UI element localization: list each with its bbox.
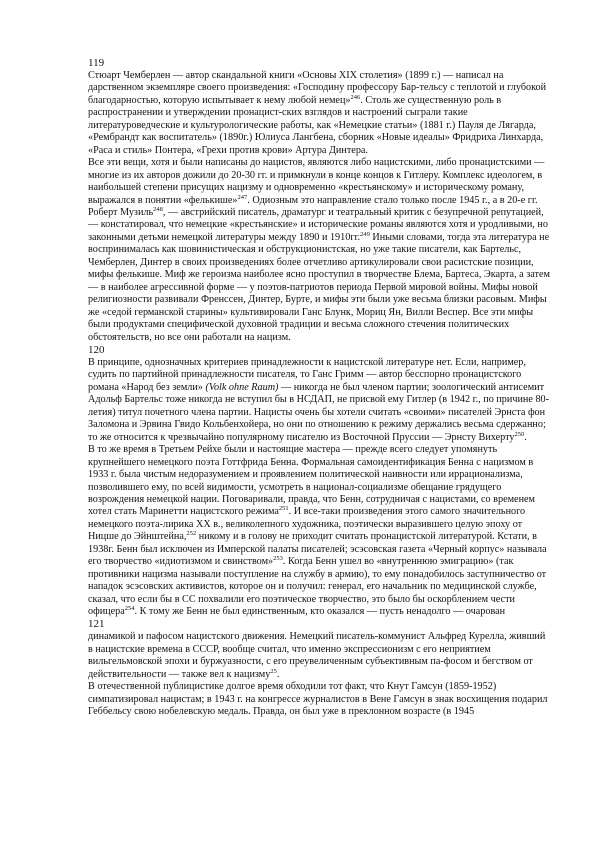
footnote-ref: 246 [350, 93, 361, 101]
text-run: — никогда не был членом партии; зоологический антисемит Адольф Бартельс тоже никогда не вступил бы в НСДАП, не присвой ему Гитлер (в 1942 г., по причине 80-летия) титул почетного члена партии. Нацисты очень бы хотели считать «своими» писателей Эрнста фон Заломона и Эрвина Гвидо Кольбенхойера, но они по отношению к режиму держались весьма сдержанно; то же относится к чрезвычайно популярному писателю из Восточной Пруссии — Эрнсту Вихерту [88, 381, 550, 443]
text-run: В то же время в Третьем Рейхе были и настоящие мастера — прежде всего следует упомянуть крупнейшего немецкого поэта Готтфрида Бенна. Формальная самоидентификация Бенна с нацизмом в 1933 г. была чистым недоразумением и проявлением политической наивности или иррационализма, позволившего ему, по всей видимости, усмотреть в национал-социализме обещание грядущего возрождения немецкой нации. Поговаривали, правда, что Бенн, сотрудничая с нацистами, со временем хотел стать Маринетти нацистского режима [88, 444, 535, 518]
paragraph [88, 444, 552, 618]
text-run: . [524, 431, 527, 443]
text-run: . Когда Бенн ушел во «внутреннюю эмиграцию» (так противники нацизма называли поступление на службу в армию), то ему понадобилось заступничество от нападок эсэсовских активистов, которое он и получил: генерал, его начальник по медицинской службе, сказал, что если бы в СС похвалили его поэтическое творчество, это было бы оскорблением чести офицера [88, 556, 547, 618]
text-run: . [276, 668, 280, 680]
footnote-ref: 251 [278, 505, 289, 513]
paragraph [88, 631, 552, 681]
text-run: . Одиозным это направление стало только после 1945 г., а в 20-е гг. Роберт Музиль [88, 194, 538, 218]
paragraph [88, 357, 552, 444]
footnote-ref: 249 [360, 230, 370, 238]
page-number: 119 [88, 57, 105, 69]
text-run: Все эти вещи, хотя и были написаны до нацистов, являются либо нацистскими, либо пронацистскими — многие из их авторов дожили до 20-30 гг. и примкнули в конце концов к Гитлеру. Комплекс идеологем, в наибольшей степени присущих нацизму и одновременно «крестьянскому» и историческому роману, выражался в понятии «фелькише» [88, 157, 545, 206]
footnote-ref: 254 [124, 605, 135, 613]
text-run: В принципе, однозначных критериев принадлежности к нацистской литературе нет. Если, например, судить по партийной принадлежности писателя, то Ганс Гримм — автор бесспорно пронацистского романа «Народ без земли» [88, 356, 526, 393]
text-run: Иными словами, тогда эта литература не воспринималась как шовинистическая и обструкционистская, но уже такие писатели, как Бартельс, Чемберлен, Динтер в своих произведениях более отчетливо артикулировали свои расистские позиции, мифы фелькише. Миф же героизма наиболее ясно проступил в творчестве Блема, Бартеса, Экарта, а затем — в наиболее агрессивной форме — у поэтов-патриотов периода Первой мировой войны. Мифы новой религиозности развивали Френссен, Динтер, Бурте, и мифы эти были уже весьма близки расовым. Мифы же «седой германской старины» культивировали Ганс Блунк, Мориц Ян, Вилли Веспер. Все эти мифы были продуктами специфической духовной традиции и весьма сложного стечения политических обстоятельств, но все они работали на нацизм. [88, 231, 550, 343]
text-run: В отечественной публицистике долгое время обходили тот факт, что Кнут Гамсун (1859-1952) симпатизировал нацистам; в 1943 г. на конгрессе журналистов в Вене Гамсун в знак восхищения подарил Геббельсу свою нобелевскую медаль. Правда, он был уже в преклонном возрасте (в 1945 [88, 681, 548, 718]
text-run: Стюарт Чемберлен — автор скандальной книги «Основы XIX столетия» (1899 г.) — написал на дарственном экземпляре своего произведения: «Господину профессору Бар-тельсу с теплотой и глубокой благодарностью, которую испытывает к нему любой немец» [88, 70, 547, 106]
page-section-120 [88, 344, 552, 619]
footnote-ref: 247 [237, 193, 248, 201]
footnote-ref: 253 [273, 555, 283, 563]
paragraph [88, 157, 552, 344]
text-run: . К тому же Бенн не был единственным, кто оказался — пусть ненадолго — очарован [134, 606, 506, 618]
page-number: 121 [88, 618, 105, 631]
text-run: . Столь же существенную роль в распространении и утверждении пронацист-ских взглядов и настроений сыграли такие литературоведческие и культурологические работы, как «Немецкие статьи» (1881 г.) Пауля де Лягарда, «Рембрандт как воспитатель» (1890г.) Юлиуса Лангбена, сборник «Новые идеалы» Фридриха Линхарда, «Раса и стиль» Понтера, «Грехи против крови» Артура Динтера. [88, 94, 544, 156]
text-run: динамикой и пафосом нацистского движения. Немецкий писатель-коммунист Альфред Курелла, живший в нацистские времена в СССР, вообще считал, что именно экспрессионизм с его неприятием вильгельмовской эпохи и буржуазности, с его преувеличенным субъективным па-фосом и бегством от действительности — также вел к нацизму [88, 631, 546, 680]
text-run: , — австрийский писатель, драматург и театральный критик с безупречной репутацией, — констатировал, что немецкие «крестьянские» и исторические романы являются хотя и уродливыми, но законными детьми немецкой литературы между 1890 и 1910гг. [88, 206, 548, 243]
text-run: . И все-таки произведения этого самого значительного немецкого поэта-лирика XX в., великолепного художника, поэтически выразившего целую эпоху от Ницше до Эйнштейна, [88, 506, 526, 543]
footnote-ref: 25 [270, 667, 277, 675]
paragraph [88, 681, 552, 718]
paragraph [88, 70, 552, 157]
footnote-ref: 252 [186, 530, 197, 538]
italic-text: (Volk ohne Raum) [205, 381, 279, 393]
page-section-119 [88, 57, 552, 344]
footnote-ref: 250 [514, 430, 525, 438]
page-section-121 [88, 618, 552, 718]
page-number: 120 [88, 343, 105, 356]
footnote-ref: 248 [153, 205, 163, 213]
text-run: никому и в голову не приходит считать пронацистской литературой. Кстати, в 1938г. Бенн был исключен из Имперской палаты писателей; эсэсовская газета «Черный корпус» называла его творчество «идиотизмом и свинством» [88, 531, 547, 568]
